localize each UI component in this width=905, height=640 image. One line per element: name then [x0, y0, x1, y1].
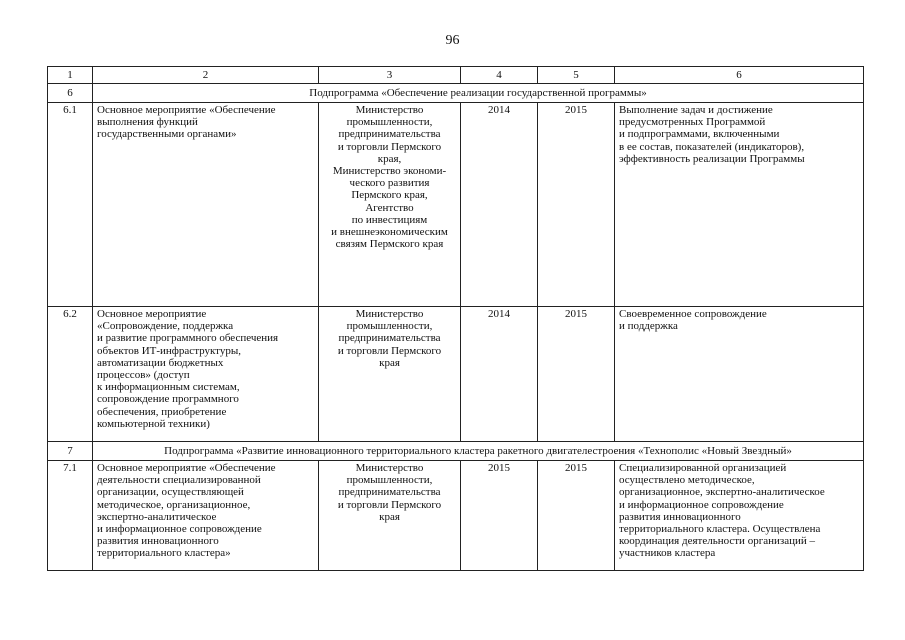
start-year: 2015: [461, 461, 538, 571]
expected-result: Выполнение задач и достижение предусмотренных Программой и подпрограммами, включенными в ее состав, показателей (индикаторов), эффективность реализации Программы: [615, 103, 864, 307]
table-row: [48, 461, 864, 571]
column-number: 6: [615, 67, 864, 84]
subprogram-title: Подпрограмма «Обеспечение реализации государственной программы»: [93, 84, 864, 103]
activity-name: Основное мероприятие «Сопровождение, поддержка и развитие программного обеспечения объектов ИТ-инфраструктуры, автоматизации бюджетных процессов» (доступ к информационным системам, сопровождение программного обеспечения, приобретение компьютерной техники): [93, 307, 319, 442]
activity-name: Основное мероприятие «Обеспечение деятельности специализированной организации, осуществляющей методическое, организационное, экспертно-аналитическое и информационное сопровождение развития инновационного территориального кластера»: [93, 461, 319, 571]
row-number: 6.2: [48, 307, 93, 442]
page-number: 96: [445, 33, 460, 48]
row-number: 7.1: [48, 461, 93, 571]
program-table: [47, 66, 864, 571]
row-number: 6.1: [48, 103, 93, 307]
subprogram-row: [48, 84, 864, 103]
expected-result: Специализированной организацией осуществлено методическое, организационное, экспертно-аналитическое и информационное сопровождение развития инновационного территориального кластера. Осуществлена координация деятельности организаций – участников кластера: [615, 461, 864, 571]
row-number: 7: [48, 442, 93, 461]
end-year: 2015: [538, 307, 615, 442]
table-row: [48, 103, 864, 307]
activity-name: Основное мероприятие «Обеспечение выполнения функций государственными органами»: [93, 103, 319, 307]
column-number: 2: [93, 67, 319, 84]
executor: Министерство промышленности, предпринимательства и торговли Пермского края: [319, 307, 461, 442]
column-number: 5: [538, 67, 615, 84]
executor: Министерство промышленности, предпринимательства и торговли Пермского края, Министерство экономи- ческого развития Пермского края, Агентство по инвестициям и внешнеэкономическим связям Пермского края: [319, 103, 461, 307]
column-number: 4: [461, 67, 538, 84]
row-number: 6: [48, 84, 93, 103]
start-year: 2014: [461, 103, 538, 307]
subprogram-row: [48, 442, 864, 461]
column-number: 1: [48, 67, 93, 84]
start-year: 2014: [461, 307, 538, 442]
executor: Министерство промышленности, предпринимательства и торговли Пермского края: [319, 461, 461, 571]
expected-result: Своевременное сопровождение и поддержка: [615, 307, 864, 442]
column-number-row: [48, 67, 864, 84]
subprogram-title: Подпрограмма «Развитие инновационного территориального кластера ракетного двигателестроения «Технополис «Новый Звездный»: [93, 442, 864, 461]
table-row: [48, 307, 864, 442]
end-year: 2015: [538, 461, 615, 571]
column-number: 3: [319, 67, 461, 84]
end-year: 2015: [538, 103, 615, 307]
